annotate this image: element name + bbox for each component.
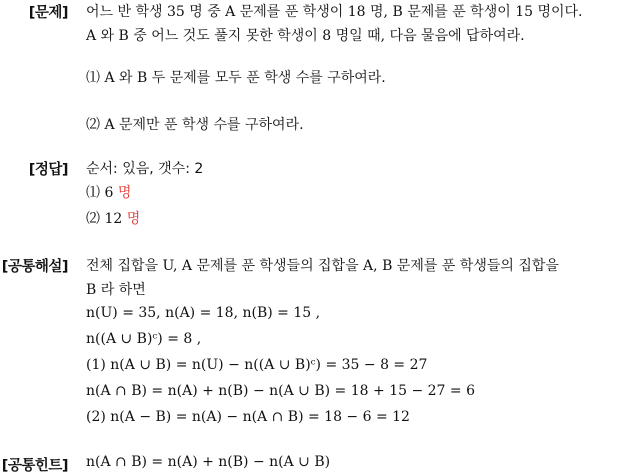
- equation-4: n(A ∩ B) = n(A) + n(B) − n(A ∪ B) = 18 + 15 − 27 = 6: [86, 383, 475, 399]
- answer-1: [86, 182, 131, 202]
- problem-label: [문제]: [28, 5, 68, 21]
- explanation-line-2: B 라 하면: [86, 282, 146, 298]
- answer-label: [정답]: [28, 162, 68, 178]
- explanation-line-1: 전체 집합을 U, A 문제를 푼 학생들의 집합을 A, B 문제를 푼 학생들의 집합을: [86, 258, 559, 274]
- explanation-label: [공통해설]: [1, 259, 68, 275]
- hint-equation: n(A ∩ B) = n(A) + n(B) − n(A ∪ B): [86, 454, 331, 470]
- problem-line-2: A 와 B 중 어느 것도 풀지 못한 학생이 8 명일 때, 다음 물음에 답하여라.: [86, 28, 525, 44]
- answer-2-unit: 명: [126, 211, 141, 227]
- answer-order-line: 순서: 있음, 갯수: 2: [86, 161, 204, 177]
- equation-5: (2) n(A − B) = n(A) − n(A ∩ B) = 18 − 6 = 12: [86, 409, 410, 425]
- question-1: ⑴ A 와 B 두 문제를 모두 푼 학생 수를 구하여라.: [86, 70, 386, 86]
- answer-2-value: ⑵ 12: [86, 211, 123, 227]
- answer-1-unit: 명: [117, 185, 132, 201]
- equation-3: (1) n(A ∪ B) = n(U) − n((A ∪ B)ᶜ) = 35 − 8 = 27: [86, 357, 428, 373]
- answer-2: [86, 208, 140, 228]
- equation-2: n((A ∪ B)ᶜ) = 8 ,: [86, 331, 202, 347]
- question-2: ⑵ A 문제만 푼 학생 수를 구하여라.: [86, 117, 304, 133]
- problem-line-1: 어느 반 학생 35 명 중 A 문제를 푼 학생이 18 명, B 문제를 푼 학생이 15 명이다.: [86, 4, 583, 20]
- equation-1: n(U) = 35, n(A) = 18, n(B) = 15 ,: [86, 305, 321, 321]
- answer-1-value: ⑴ 6: [86, 185, 114, 201]
- hint-label: [공통힌트]: [1, 458, 68, 474]
